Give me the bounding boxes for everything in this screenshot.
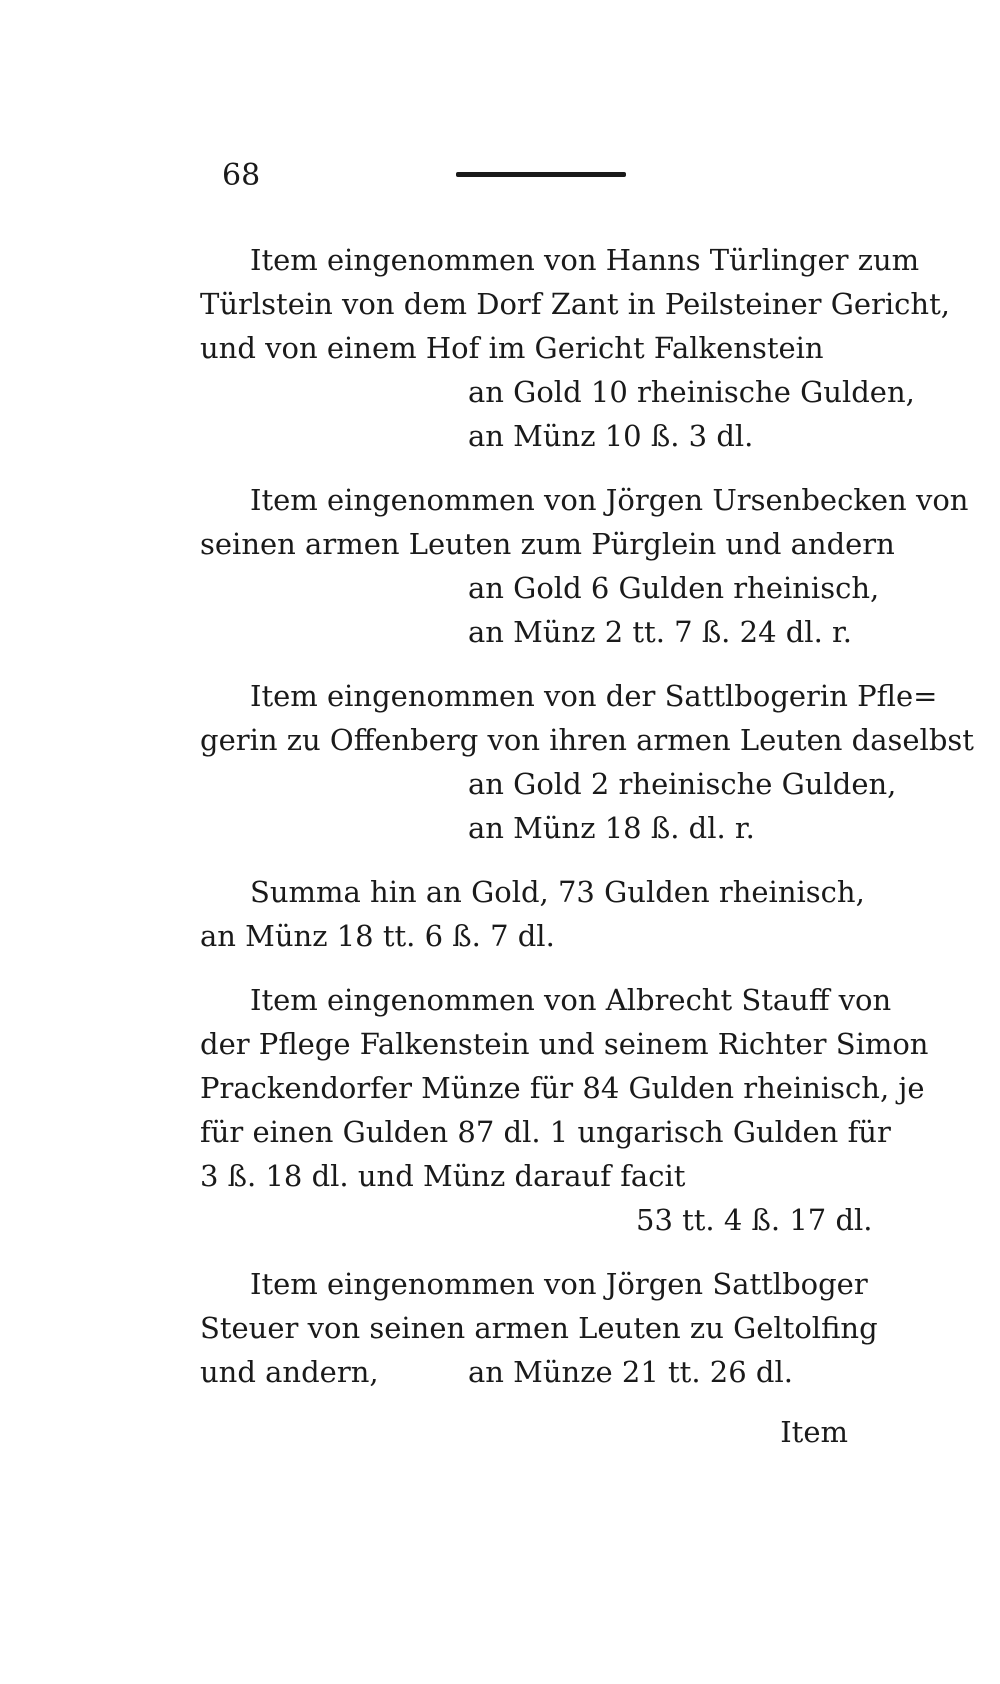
text-line: Item eingenommen von Albrecht Stauff von bbox=[250, 983, 892, 1017]
text-line: 3 ß. 18 dl. und Münz darauf facit bbox=[200, 1159, 686, 1193]
text-line: an Münz 18 tt. 6 ß. 7 dl. bbox=[200, 919, 555, 953]
page-number: 68 bbox=[222, 158, 261, 193]
text-line: der Pflege Falkenstein und seinem Richter Simon bbox=[200, 1027, 929, 1061]
text-line: Steuer von seinen armen Leuten zu Geltolfing bbox=[200, 1311, 878, 1345]
text-line: Prackendorfer Münze für 84 Gulden rheinisch, je bbox=[200, 1071, 925, 1105]
text-line: und von einem Hof im Gericht Falkenstein bbox=[200, 331, 824, 365]
text-line: Item eingenommen von Jörgen Sattlboger bbox=[250, 1267, 868, 1301]
text-line: seinen armen Leuten zum Pürglein und andern bbox=[200, 527, 895, 561]
text-line: und andern, bbox=[200, 1355, 379, 1389]
text-line: an Gold 10 rheinische Gulden, bbox=[468, 375, 915, 409]
text-line: an Münz 10 ß. 3 dl. bbox=[468, 419, 754, 453]
catchword: Item bbox=[780, 1415, 848, 1449]
text-line: Item eingenommen von der Sattlbogerin Pfle= bbox=[250, 679, 938, 713]
text-line: an Münze 21 tt. 26 dl. bbox=[468, 1355, 793, 1389]
text-line: für einen Gulden 87 dl. 1 ungarisch Gulden für bbox=[200, 1115, 891, 1149]
text-line: an Münz 2 tt. 7 ß. 24 dl. r. bbox=[468, 615, 852, 649]
text-line: an Gold 6 Gulden rheinisch, bbox=[468, 571, 880, 605]
header-rule bbox=[456, 172, 626, 177]
text-line: gerin zu Offenberg von ihren armen Leuten daselbst bbox=[200, 723, 974, 757]
text-line: Item eingenommen von Hanns Türlinger zum bbox=[250, 243, 920, 277]
text-line: Item eingenommen von Jörgen Ursenbecken von bbox=[250, 483, 969, 517]
text-line: an Münz 18 ß. dl. r. bbox=[468, 811, 755, 845]
text-line: 53 tt. 4 ß. 17 dl. bbox=[636, 1203, 873, 1237]
text-line: an Gold 2 rheinische Gulden, bbox=[468, 767, 897, 801]
text-line: Summa hin an Gold, 73 Gulden rheinisch, bbox=[250, 875, 865, 909]
text-line: Türlstein von dem Dorf Zant in Peilsteiner Gericht, bbox=[200, 287, 950, 321]
